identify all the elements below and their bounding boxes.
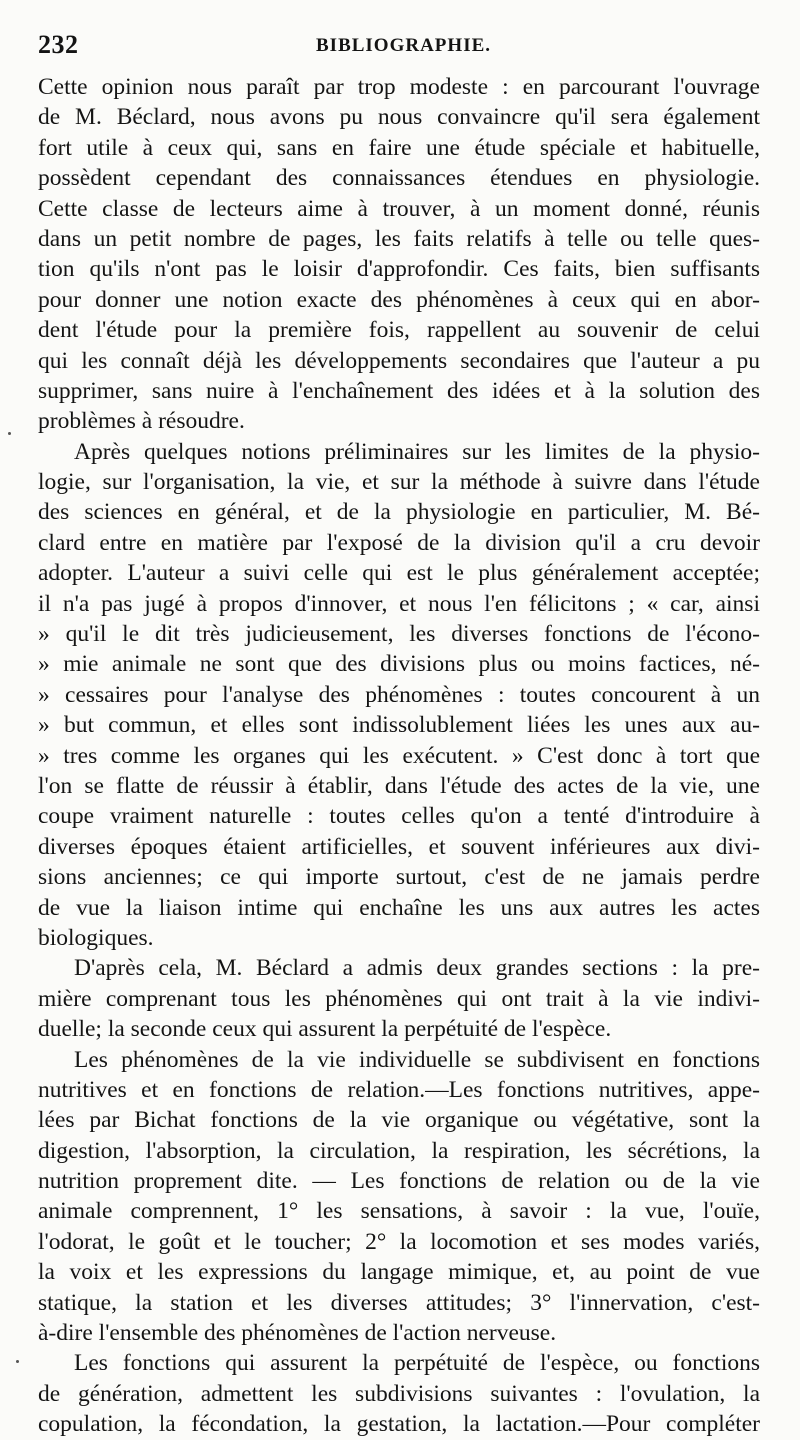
text-line: Les phénomènes de la vie individuelle se subdivisent en fonctions bbox=[74, 1046, 760, 1073]
text-line: copulation, la fécondation, la gestation, la lactation.—Pour compléter bbox=[38, 1411, 760, 1438]
text-line: » but commun, et elles sont indissolublement liées les unes aux au- bbox=[38, 712, 760, 739]
text-line: Cette classe de lecteurs aime à trouver, à un moment donné, réunis bbox=[38, 195, 760, 222]
text-line: qui les connaît déjà les développements secondaires que l'auteur a pu bbox=[38, 347, 760, 374]
text-line: fort utile à ceux qui, sans en faire une étude spéciale et habituelle, bbox=[38, 134, 760, 161]
text-line: coupe vraiment naturelle : toutes celles qu'on a tenté d'introduire à bbox=[38, 803, 760, 830]
print-speck bbox=[8, 432, 11, 435]
text-line: de vue la liaison intime qui enchaîne les uns aux autres les actes bbox=[38, 894, 760, 921]
print-speck bbox=[16, 1360, 19, 1363]
text-line: l'odorat, le goût et le toucher; 2° la locomotion et ses modes variés, bbox=[38, 1228, 760, 1255]
text-line: pour donner une notion exacte des phénomènes à ceux qui en abor- bbox=[38, 286, 760, 313]
body-text bbox=[38, 72, 760, 1440]
text-line: biologiques. bbox=[38, 924, 154, 951]
text-line: problèmes à résoudre. bbox=[38, 408, 245, 435]
text-line: animale comprennent, 1° les sensations, à savoir : la vue, l'ouïe, bbox=[38, 1198, 760, 1225]
text-line: de génération, admettent les subdivisions suivantes : l'ovulation, la bbox=[38, 1380, 760, 1407]
text-line: supprimer, sans nuire à l'enchaînement des idées et à la solution des bbox=[38, 377, 760, 404]
text-line: » cessaires pour l'analyse des phénomènes : toutes concourent à un bbox=[38, 681, 760, 708]
text-line: mière comprenant tous les phénomènes qui ont trait à la vie indivi- bbox=[38, 985, 760, 1012]
text-line: tion qu'ils n'ont pas le loisir d'approfondir. Ces faits, bien suffisants bbox=[38, 256, 760, 283]
text-line: » mie animale ne sont que des divisions plus ou moins factices, né- bbox=[38, 651, 760, 678]
text-line: il n'a pas jugé à propos d'innover, et nous l'en félicitons ; « car, ainsi bbox=[38, 590, 760, 617]
text-line: digestion, l'absorption, la circulation, la respiration, les sécrétions, la bbox=[38, 1137, 760, 1164]
text-line: de M. Béclard, nous avons pu nous convaincre qu'il sera également bbox=[38, 104, 760, 131]
text-line: la voix et les expressions du langage mimique, et, au point de vue bbox=[38, 1259, 760, 1286]
text-line: statique, la station et les diverses attitudes; 3° l'innervation, c'est- bbox=[38, 1289, 760, 1316]
text-line: nutritives et en fonctions de relation.—Les fonctions nutritives, appe- bbox=[38, 1076, 760, 1103]
text-line: Après quelques notions préliminaires sur les limites de la physio- bbox=[74, 438, 760, 465]
text-line: Cette opinion nous paraît par trop modeste : en parcourant l'ouvrage bbox=[38, 74, 760, 100]
text-line: dent l'étude pour la première fois, rappellent au souvenir de celui bbox=[38, 317, 760, 344]
text-line: nutrition proprement dite. — Les fonctions de relation ou de la vie bbox=[38, 1168, 760, 1195]
page-number: 232 bbox=[38, 30, 79, 59]
running-title: BIBLIOGRAPHIE. bbox=[316, 35, 492, 56]
text-line: duelle; la seconde ceux qui assurent la perpétuité de l'espèce. bbox=[38, 1016, 612, 1043]
text-line: D'après cela, M. Béclard a admis deux grandes sections : la pre- bbox=[74, 955, 760, 982]
text-line: clard entre en matière par l'exposé de la division qu'il a cru devoir bbox=[38, 529, 760, 556]
text-line: » qu'il le dit très judicieusement, les diverses fonctions de l'écono- bbox=[38, 621, 760, 648]
text-line: diverses époques étaient artificielles, et souvent inférieures aux divi- bbox=[38, 833, 760, 860]
text-line: sions anciennes; ce qui importe surtout, c'est de ne jamais perdre bbox=[38, 864, 760, 891]
text-line: possèdent cependant des connaissances étendues en physiologie. bbox=[38, 165, 760, 192]
text-line: des sciences en général, et de la physiologie en particulier, M. Bé- bbox=[38, 499, 760, 526]
text-line: dans un petit nombre de pages, les faits relatifs à telle ou telle ques- bbox=[38, 225, 760, 252]
text-line: l'on se flatte de réussir à établir, dans l'étude des actes de la vie, une bbox=[38, 772, 760, 799]
page-header bbox=[38, 30, 762, 62]
text-line: » tres comme les organes qui les exécutent. » C'est donc à tort que bbox=[38, 742, 760, 769]
text-line: logie, sur l'organisation, la vie, et sur la méthode à suivre dans l'étude bbox=[38, 469, 760, 496]
text-line: adopter. L'auteur a suivi celle qui est le plus généralement acceptée; bbox=[38, 560, 760, 587]
text-line: à-dire l'ensemble des phénomènes de l'action nerveuse. bbox=[38, 1320, 557, 1347]
text-line: Les fonctions qui assurent la perpétuité de l'espèce, ou fonctions bbox=[74, 1350, 760, 1377]
text-line: lées par Bichat fonctions de la vie organique ou végétative, sont la bbox=[38, 1107, 760, 1134]
